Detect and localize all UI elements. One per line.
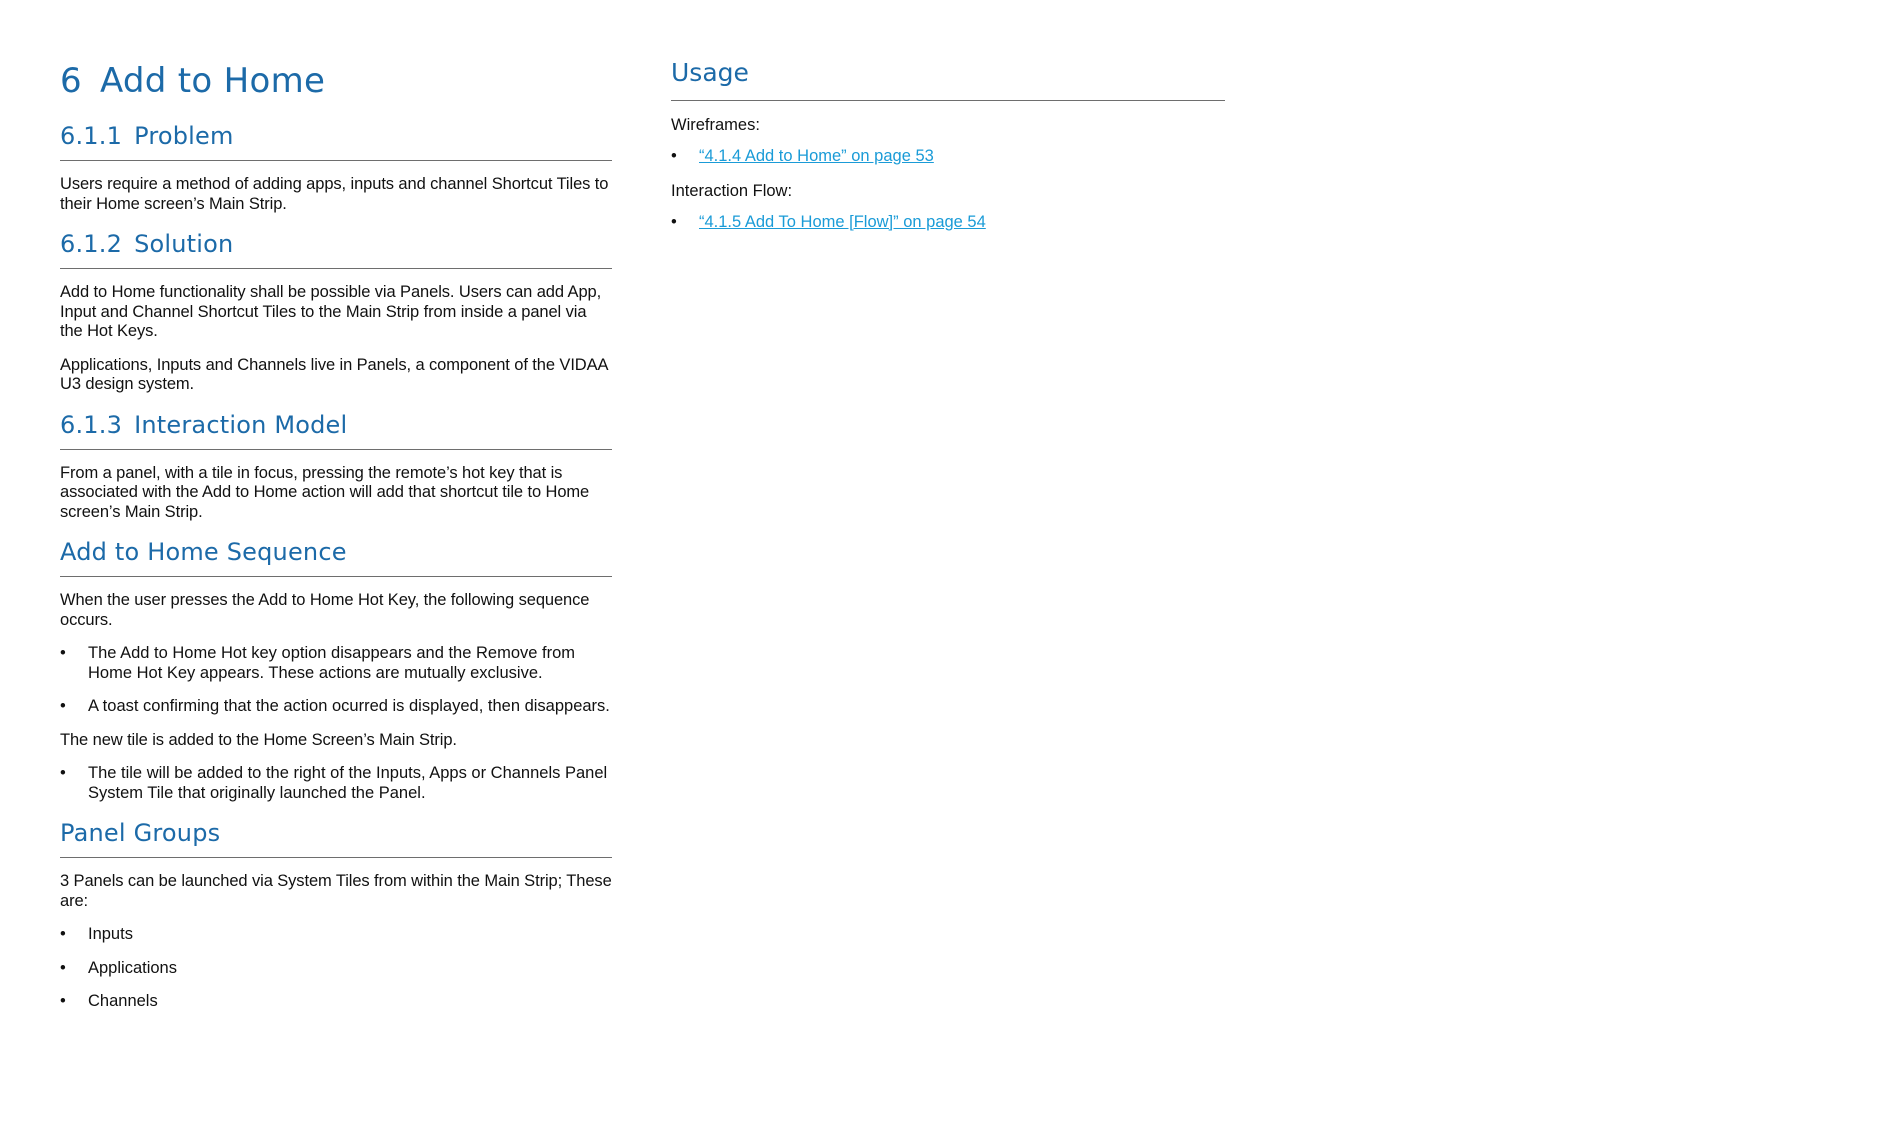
list-item (671, 213, 1225, 233)
section-title: Problem (134, 122, 234, 150)
bullet-list (60, 764, 612, 803)
wireframes-link[interactable]: “4.1.4 Add to Home” on page 53 (699, 147, 934, 165)
paragraph: When the user presses the Add to Home Hot Key, the following sequence occurs. (60, 591, 590, 629)
chapter-title-text: Add to Home (99, 61, 326, 101)
wireframes-label: Wireframes: (671, 116, 760, 134)
paragraph: 3 Panels can be launched via System Tiles from within the Main Strip; These are: (60, 872, 612, 910)
section-sequence (60, 536, 612, 803)
list-item: • Inputs (60, 925, 612, 945)
section-number: 6.1.3 (60, 410, 123, 439)
bullet-list (671, 147, 1225, 167)
paragraph: From a panel, with a tile in focus, pressing the remote’s hot key that is associated with the Add to Home action will add that shortcut tile to Home screen’s Main Strip. (60, 463, 590, 521)
section-heading-interaction-model (60, 409, 612, 450)
paragraph: Add to Home functionality shall be possible via Panels. Users can add App, Input and Channel Shortcut Tiles to the Main Strip from inside a panel via the Hot Keys. (60, 283, 602, 340)
left-column (60, 58, 612, 1026)
right-column (671, 58, 1225, 246)
bullet-list (60, 644, 612, 717)
chapter-title (60, 58, 612, 104)
section-interaction-model (60, 409, 612, 523)
section-heading-problem (60, 120, 612, 161)
paragraph: Users require a method of adding apps, inputs and channel Shortcut Tiles to their Home screen’s Main Strip. (60, 175, 609, 213)
section-heading-panel-groups: Panel Groups (60, 817, 612, 858)
section-problem (60, 120, 612, 214)
bullet-list (671, 213, 1225, 233)
list-item: • Applications (60, 959, 612, 979)
list-item: • The tile will be added to the right of the Inputs, Apps or Channels Panel System Tile that originally launched the Panel. (60, 764, 612, 803)
list-item: • A toast confirming that the action ocurred is displayed, then disappears. (60, 697, 612, 717)
section-title: Interaction Model (134, 410, 348, 439)
section-heading-solution (60, 228, 612, 269)
section-heading-usage: Usage (671, 58, 1225, 101)
section-title: Solution (134, 230, 234, 258)
chapter-number: 6 (60, 61, 82, 101)
interaction-flow-link[interactable]: “4.1.5 Add To Home [Flow]” on page 54 (699, 212, 986, 231)
paragraph: Applications, Inputs and Channels live in Panels, a component of the VIDAA U3 design system. (60, 355, 608, 393)
section-number: 6.1.1 (60, 122, 123, 150)
section-heading-sequence: Add to Home Sequence (60, 536, 612, 577)
bullet-list (60, 925, 612, 1012)
section-panel-groups (60, 817, 612, 1012)
list-item (671, 147, 1225, 167)
list-item: • Channels (60, 992, 612, 1012)
list-item: • The Add to Home Hot key option disappears and the Remove from Home Hot Key appears. These actions are mutually exclusive. (60, 644, 612, 683)
interaction-flow-label: Interaction Flow: (671, 181, 793, 200)
paragraph: The new tile is added to the Home Screen’s Main Strip. (60, 730, 457, 749)
section-solution (60, 228, 612, 395)
section-number: 6.1.2 (60, 230, 123, 258)
